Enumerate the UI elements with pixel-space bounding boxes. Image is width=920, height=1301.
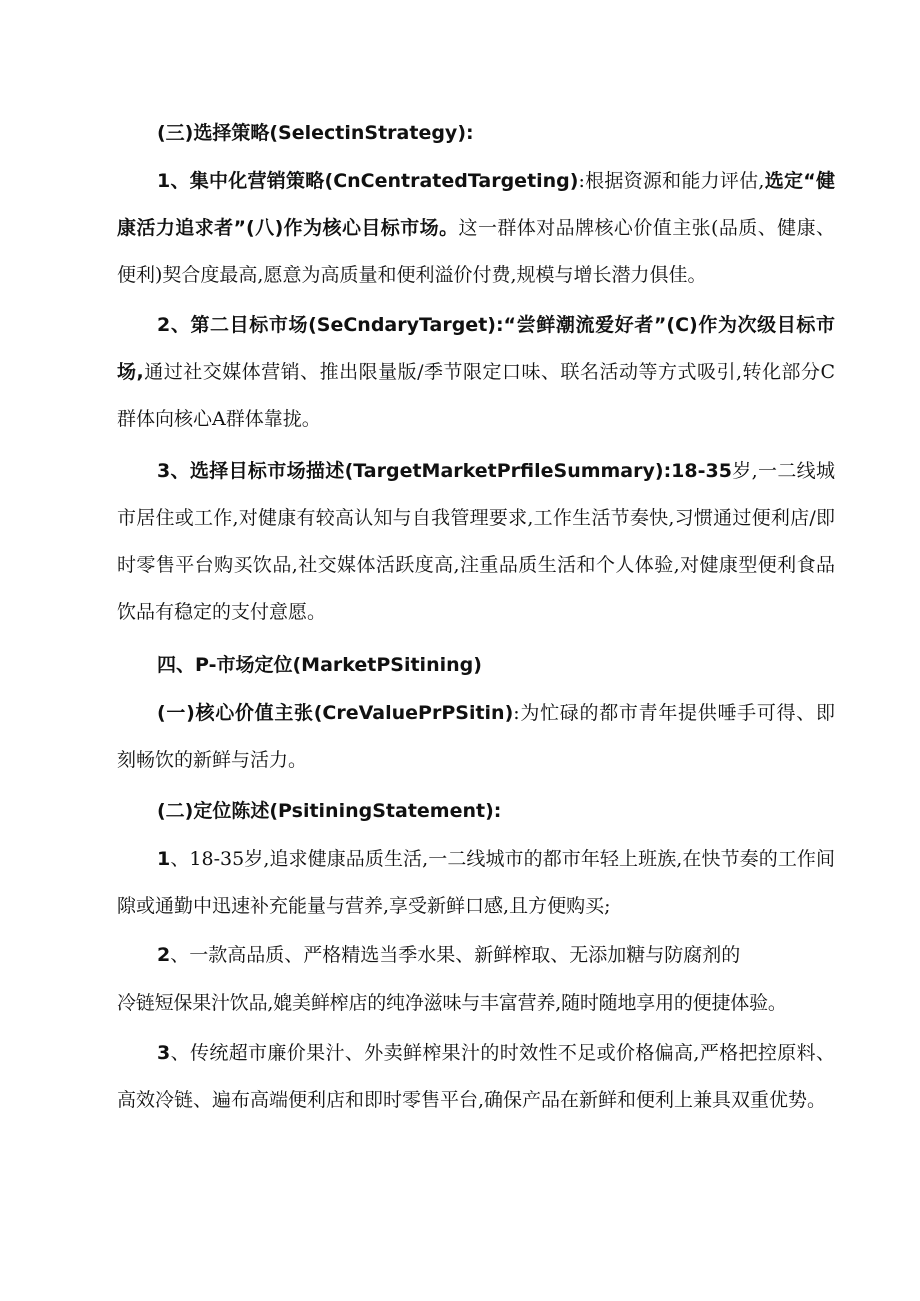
- item3-text: 岁,一二线城市居住或工作,对健康有较高认知与自我管理要求,工作生活节奏快,习惯通过便利店/即时零售平台购买饮品,社交媒体活跃度高,注重品质生活和个人体验,对健康型便利食品饮品有稳定的支付意愿。: [117, 460, 835, 623]
- section-heading-market-positioning: 四、P-市场定位(MarketPSitining): [157, 654, 482, 676]
- paragraph-secondary-target: [117, 302, 835, 443]
- item1-text-a: :根据资源和能力评估,: [578, 170, 765, 192]
- sub1-text: :为忙碌的都市青年提供唾手可得、即刻畅饮的新鲜与活力。: [117, 702, 835, 771]
- item3-label: 3、选择目标市场描述(TargetMarketPrfileSummary):18-35: [157, 460, 732, 482]
- paragraph-target-market-summary: [117, 448, 835, 636]
- item2-text: 通过社交媒体营销、推出限量版/季节限定口味、联名活动等方式吸引,转化部分C群体向核心A群体靠拢。: [117, 361, 836, 430]
- item1-label: 1、集中化营销策略(CnCentratedTargeting): [157, 170, 579, 192]
- paragraph-concentrated-targeting: [117, 158, 835, 299]
- stmt1-text: 、18-35岁,追求健康品质生活,一二线城市的都市年轻上班族,在快节奏的工作间隙或通勤中迅速补充能量与营养,享受新鲜口感,且方便购买;: [117, 848, 835, 917]
- stmt1-number: 1: [157, 848, 171, 870]
- section-heading-positioning-statement: (二)定位陈述(PsitiningStatement):: [157, 800, 502, 822]
- item2-label: 2、第二目标市场(SeCndaryTarget):“尝鲜潮流爱好者”(C)作为次级目标市场,: [117, 314, 835, 383]
- paragraph-statement-3: [117, 1030, 835, 1124]
- stmt3-number: 3: [157, 1042, 171, 1064]
- paragraph-statement-2-line-2: 冷链短保果汁饮品,媲美鲜榨店的纯净滋味与丰富营养,随时随地享用的便捷体验。: [117, 992, 787, 1014]
- sub1-label: (一)核心价值主张(CreValuePrPSitin): [157, 702, 514, 724]
- item1-text-c: 这一群体对品牌核心价值主张(品质、健康、便利)契合度最高,愿意为高质量和便利溢价付费,规模与增长潜力俱佳。: [117, 217, 836, 286]
- paragraph-core-value-proposition: [117, 690, 835, 784]
- stmt3-text: 、传统超市廉价果汁、外卖鲜榨果汁的时效性不足或价格偏高,严格把控原料、高效冷链、遍布高端便利店和即时零售平台,确保产品在新鲜和便利上兼具双重优势。: [117, 1042, 835, 1111]
- paragraph-statement-2-line-1: [117, 932, 835, 979]
- section-heading-selection-strategy: (三)选择策略(SelectinStrategy):: [157, 122, 474, 144]
- paragraph-statement-1: [117, 836, 835, 930]
- stmt2-line1: 、一款高品质、严格精选当季水果、新鲜榨取、无添加糖与防腐剂的: [170, 944, 741, 966]
- stmt2-number: 2: [157, 944, 171, 966]
- item1-text-b: 选定“健康活力追求者”(八)作为核心目标市场。: [117, 170, 835, 239]
